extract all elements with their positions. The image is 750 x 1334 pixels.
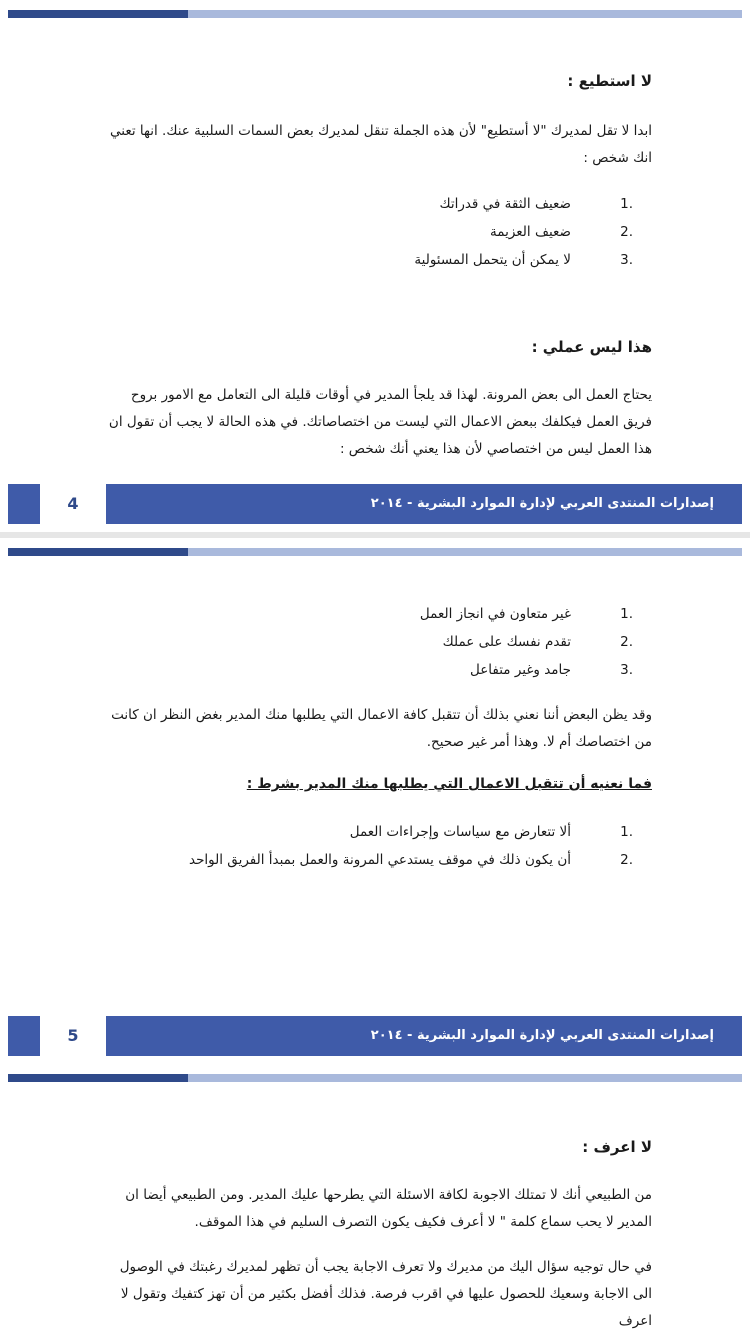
page-footer — [8, 1016, 742, 1056]
page-number: 4 — [40, 484, 106, 524]
ordered-list — [300, 600, 633, 684]
list-item: 2. أن يكون ذلك في موقف يستدعي المرونة والعمل بمبدأ الفريق الواحد — [189, 852, 633, 868]
paragraph: يحتاج العمل الى بعض المرونة. لهذا قد يلجأ المدير في أوقات قليلة الى التعامل مع الامور بروح فريق العمل فيكلفك ببعض الاعمال التي ليست من اختصاصاتك. في هذه الحالة لا يجب أن تقول ان هذا العمل ليس من اختصاصي لأن هذا يعني أنك شخص : — [108, 387, 652, 457]
paragraph: من الطبيعي أنك لا تمتلك الاجوبة لكافة الاسئلة التي يطرحها عليك المدير. ومن الطبيعي أيضا ان المدير لا يحب سماع كلمة " لا أعرف فكيف يكون التصرف السليم في هذا الموقف. — [125, 1187, 652, 1230]
paragraph: وقد يظن البعض أننا نعني بذلك أن تتقبل كافة الاعمال التي يطلبها منك المدير بغض النظر ان كانت من اختصاصك أم لا. وهذا أمر غير صحيح. — [111, 707, 652, 750]
list-item: 1. غير متعاون في انجاز العمل — [419, 606, 633, 622]
document-page-4 — [0, 0, 750, 532]
footer-text: إصدارات المنتدى العربي لإدارة الموارد البشرية - ٢٠١٤ — [370, 1028, 714, 1043]
page-footer — [8, 484, 742, 524]
section-heading-not-my-job: هذا ليس عملي : — [531, 338, 652, 356]
page-top-bar — [8, 1074, 742, 1082]
paragraph: في حال توجيه سؤال اليك من مديرك ولا تعرف الاجابة يجب أن تظهر لمديرك رغبتك في الوصول الى الاجابة وسعيك للحصول عليها في اقرب فرصة. فذلك أفضل بكثير من أن تهز كتفيك وتقول لا اعرف — [119, 1259, 652, 1329]
list-item: 2. تقدم نفسك على عملك — [442, 634, 633, 650]
list-item: 3. جامد وغير متفاعل — [470, 662, 633, 678]
document-page-5 — [0, 538, 750, 1065]
section-heading-cannot: لا استطيع : — [567, 72, 652, 90]
section-heading-condition: فما نعنيه أن تتقبل الاعمال التي يطلبها منك المدير بشرط : — [246, 776, 652, 792]
document-page-6 — [0, 1064, 750, 1334]
paragraph: ابدا لا تقل لمديرك "لا أستطيع" لأن هذه الجملة تنقل لمديرك بعض السمات السلبية عنك. انها تعني انك شخص : — [110, 123, 652, 166]
section-heading-dont-know: لا اعرف : — [582, 1138, 652, 1156]
page-number: 5 — [40, 1016, 106, 1056]
list-item: 1. ضعيف الثقة في قدراتك — [439, 196, 633, 212]
list-item: 2. ضعيف العزيمة — [490, 224, 633, 240]
list-item: 1. ألا تتعارض مع سياسات وإجراءات العمل — [349, 824, 633, 840]
ordered-list — [300, 190, 633, 274]
ordered-list — [150, 818, 633, 874]
footer-text: إصدارات المنتدى العربي لإدارة الموارد البشرية - ٢٠١٤ — [370, 496, 714, 511]
page-top-bar — [8, 10, 742, 18]
list-item: 3. لا يمكن أن يتحمل المسئولية — [414, 252, 633, 268]
page-top-bar — [8, 548, 742, 556]
